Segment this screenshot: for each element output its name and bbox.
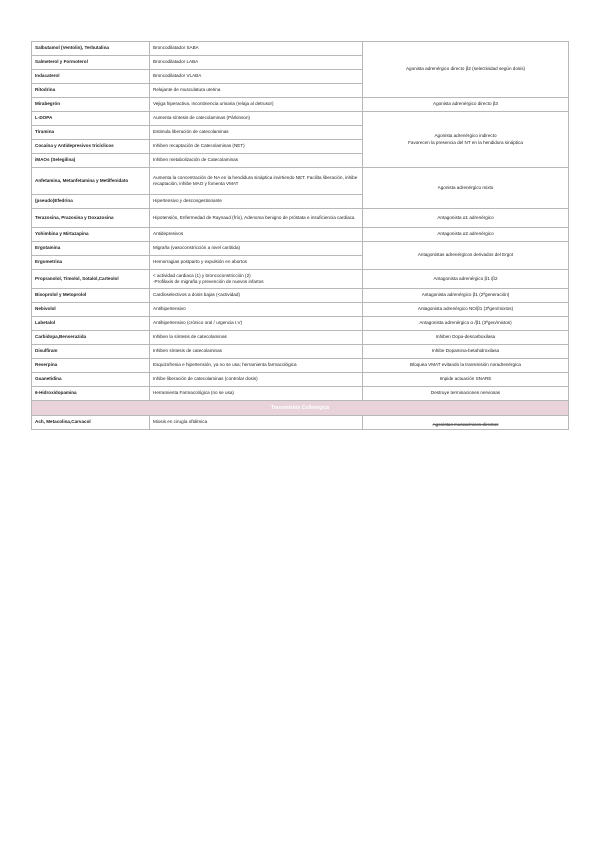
class-cell: Inhiben Dopa-descarboxilasa [363, 331, 569, 345]
description-cell: Esquizofrenia e hipertensión, ya no se usa; herramienta farmacológica [150, 359, 363, 373]
drug-cell: Reserpina [32, 359, 150, 373]
description-cell: Hipertensivo y descongestionante [150, 195, 363, 209]
description-cell: Vejiga hiperactiva, incontinencia urinaria (relaja al detrusor) [150, 98, 363, 112]
description-cell: Broncodilatador LABA [150, 56, 363, 70]
class-cell: Agonista adrenérgico directo β2 (selectividad según dosis) [363, 42, 569, 98]
class-cell: Inhibe Dopamina-betahidroxilasa [363, 345, 569, 359]
drug-cell: (pseudo)Efedrina [32, 195, 150, 209]
description-cell: Aumenta síntesis de catecolaminas (Párkinson) [150, 112, 363, 126]
drug-cell: Ergometrina [32, 256, 150, 270]
drug-cell: Terazosina, Prazosina y Doxazosina [32, 209, 150, 228]
drug-cell: Cocaína y Antidepresivos tricíclicos [32, 140, 150, 154]
drug-cell: Ach, Metacolina,Carvacol [32, 416, 150, 430]
drug-cell: Ritodrina [32, 84, 150, 98]
drug-cell: Carbidopa,Benserazida [32, 331, 150, 345]
pharmacology-table [31, 41, 569, 430]
drug-cell: Propranolol, Timolol, Sotalol,Carteolol [32, 270, 150, 289]
class-cell: Agonista adrenérgico directo β3 [363, 98, 569, 112]
drug-cell: Bisoprolol y Metoprolol [32, 289, 150, 303]
drug-cell: Mirabegrón [32, 98, 150, 112]
drug-cell: Indacaterol [32, 70, 150, 84]
class-cell: Impide actuación SNARE [363, 373, 569, 387]
description-cell: Estimula liberación de catecolaminas [150, 126, 363, 140]
description-line: -Profilaxis de migraña y prevención de nuevos infartos [153, 279, 264, 284]
description-cell [150, 270, 363, 289]
drug-cell: L-DOPA [32, 112, 150, 126]
description-cell: Inhibe liberación de catecolaminas (controlar dosis) [150, 373, 363, 387]
drug-cell: iMAOs (Selegilina) [32, 154, 150, 168]
drug-cell: Nebivolol [32, 303, 150, 317]
class-cell: Antagonista α1 adrenérgico [363, 209, 569, 228]
class-cell [363, 112, 569, 168]
description-cell: Relajante de musculatura uterina [150, 84, 363, 98]
drug-cell: Guanetidina [32, 373, 150, 387]
class-cell: Antagonista adrenérgico NO/β1 (3ªgen/mixtos) [363, 303, 569, 317]
drug-cell: Yohimbina y Mirtazapina [32, 228, 150, 242]
description-cell: Broncodilatador SABA [150, 42, 363, 56]
drug-cell: Labetalol [32, 317, 150, 331]
class-cell: Agonista adrenérgico mixto [363, 168, 569, 209]
drug-cell: Salmeterol y Formoterol [32, 56, 150, 70]
description-cell: Inhiben recaptación de Catecolaminas (NET) [150, 140, 363, 154]
drug-cell: 6-Hidroxidopamina [32, 387, 150, 401]
description-cell: Herramienta Farmacológica (no se usa) [150, 387, 363, 401]
class-cell: Antagonista α2 adrenérgico [363, 228, 569, 242]
drug-cell: Anfetamina, Metanfetamina y Metilfenidato [32, 168, 150, 195]
description-line: < actividad cardiaca (1) y broncoconstricción (2) [153, 272, 251, 278]
section-header: Transmisión Colinérgica [32, 401, 569, 416]
class-cell: Antagonista adrenérgico β1 (2ªgeneración) [363, 289, 569, 303]
class-cell: Antagonistas adrenérgicos derivados del Ergot [363, 242, 569, 270]
description-cell: Aumenta la concentración de NA en la hendidura sináptica invirtiendo NET. Facilita liberación, inhibe recaptación, inhibe MAO y fomenta VMAT [150, 168, 363, 195]
description-cell: Antidepresivos [150, 228, 363, 242]
description-cell: Cardioselectivos a dosis bajas (<actividad) [150, 289, 363, 303]
description-cell: Broncodilatador VLABA [150, 70, 363, 84]
class-cell: Antagonista adrenérgico β1 /β2 [363, 270, 569, 289]
description-cell: Antihipertensivo [150, 303, 363, 317]
class-cell: Destruye terminaciones nerviosas [363, 387, 569, 401]
description-cell: Inhiben síntesis de catecolaminas [150, 345, 363, 359]
description-cell: Inhiben metabolización de Catecolaminas [150, 154, 363, 168]
description-cell: Migraña (vasoconstricción a nivel carótida) [150, 242, 363, 256]
description-cell: Hipotensión, Enfermedad de Raynaud (frío), Adenoma benigno de próstata e insuficiencia cardiaca [150, 209, 363, 228]
description-cell: Inhiben la síntesis de catecolaminas [150, 331, 363, 345]
drug-cell: Ergotamina [32, 242, 150, 256]
description-cell: Hemorragias postparto y expulsión en abortos [150, 256, 363, 270]
drug-cell: Salbutamol (Ventolin), Terbutalina [32, 42, 150, 56]
drug-cell: Disulfiram [32, 345, 150, 359]
description-cell: Antihipertensivo (crónico oral / urgencia I.V) [150, 317, 363, 331]
class-cell: Bloquea VMAT evitando la transmisión noradrenérgica [363, 359, 569, 373]
class-line: Agonista adrenérgico indirecto [434, 133, 497, 139]
description-cell: Miosis en cirugía oftálmica [150, 416, 363, 430]
class-cell: Antagonista adrenérgico α /β1 (3ªgen/mixtos) [363, 317, 569, 331]
class-line: Favorecen la presencia del NT en la hendidura sináptica [408, 139, 523, 145]
class-cell: Agonistas muscarínicos directos [363, 416, 569, 430]
drug-cell: Tiramina [32, 126, 150, 140]
